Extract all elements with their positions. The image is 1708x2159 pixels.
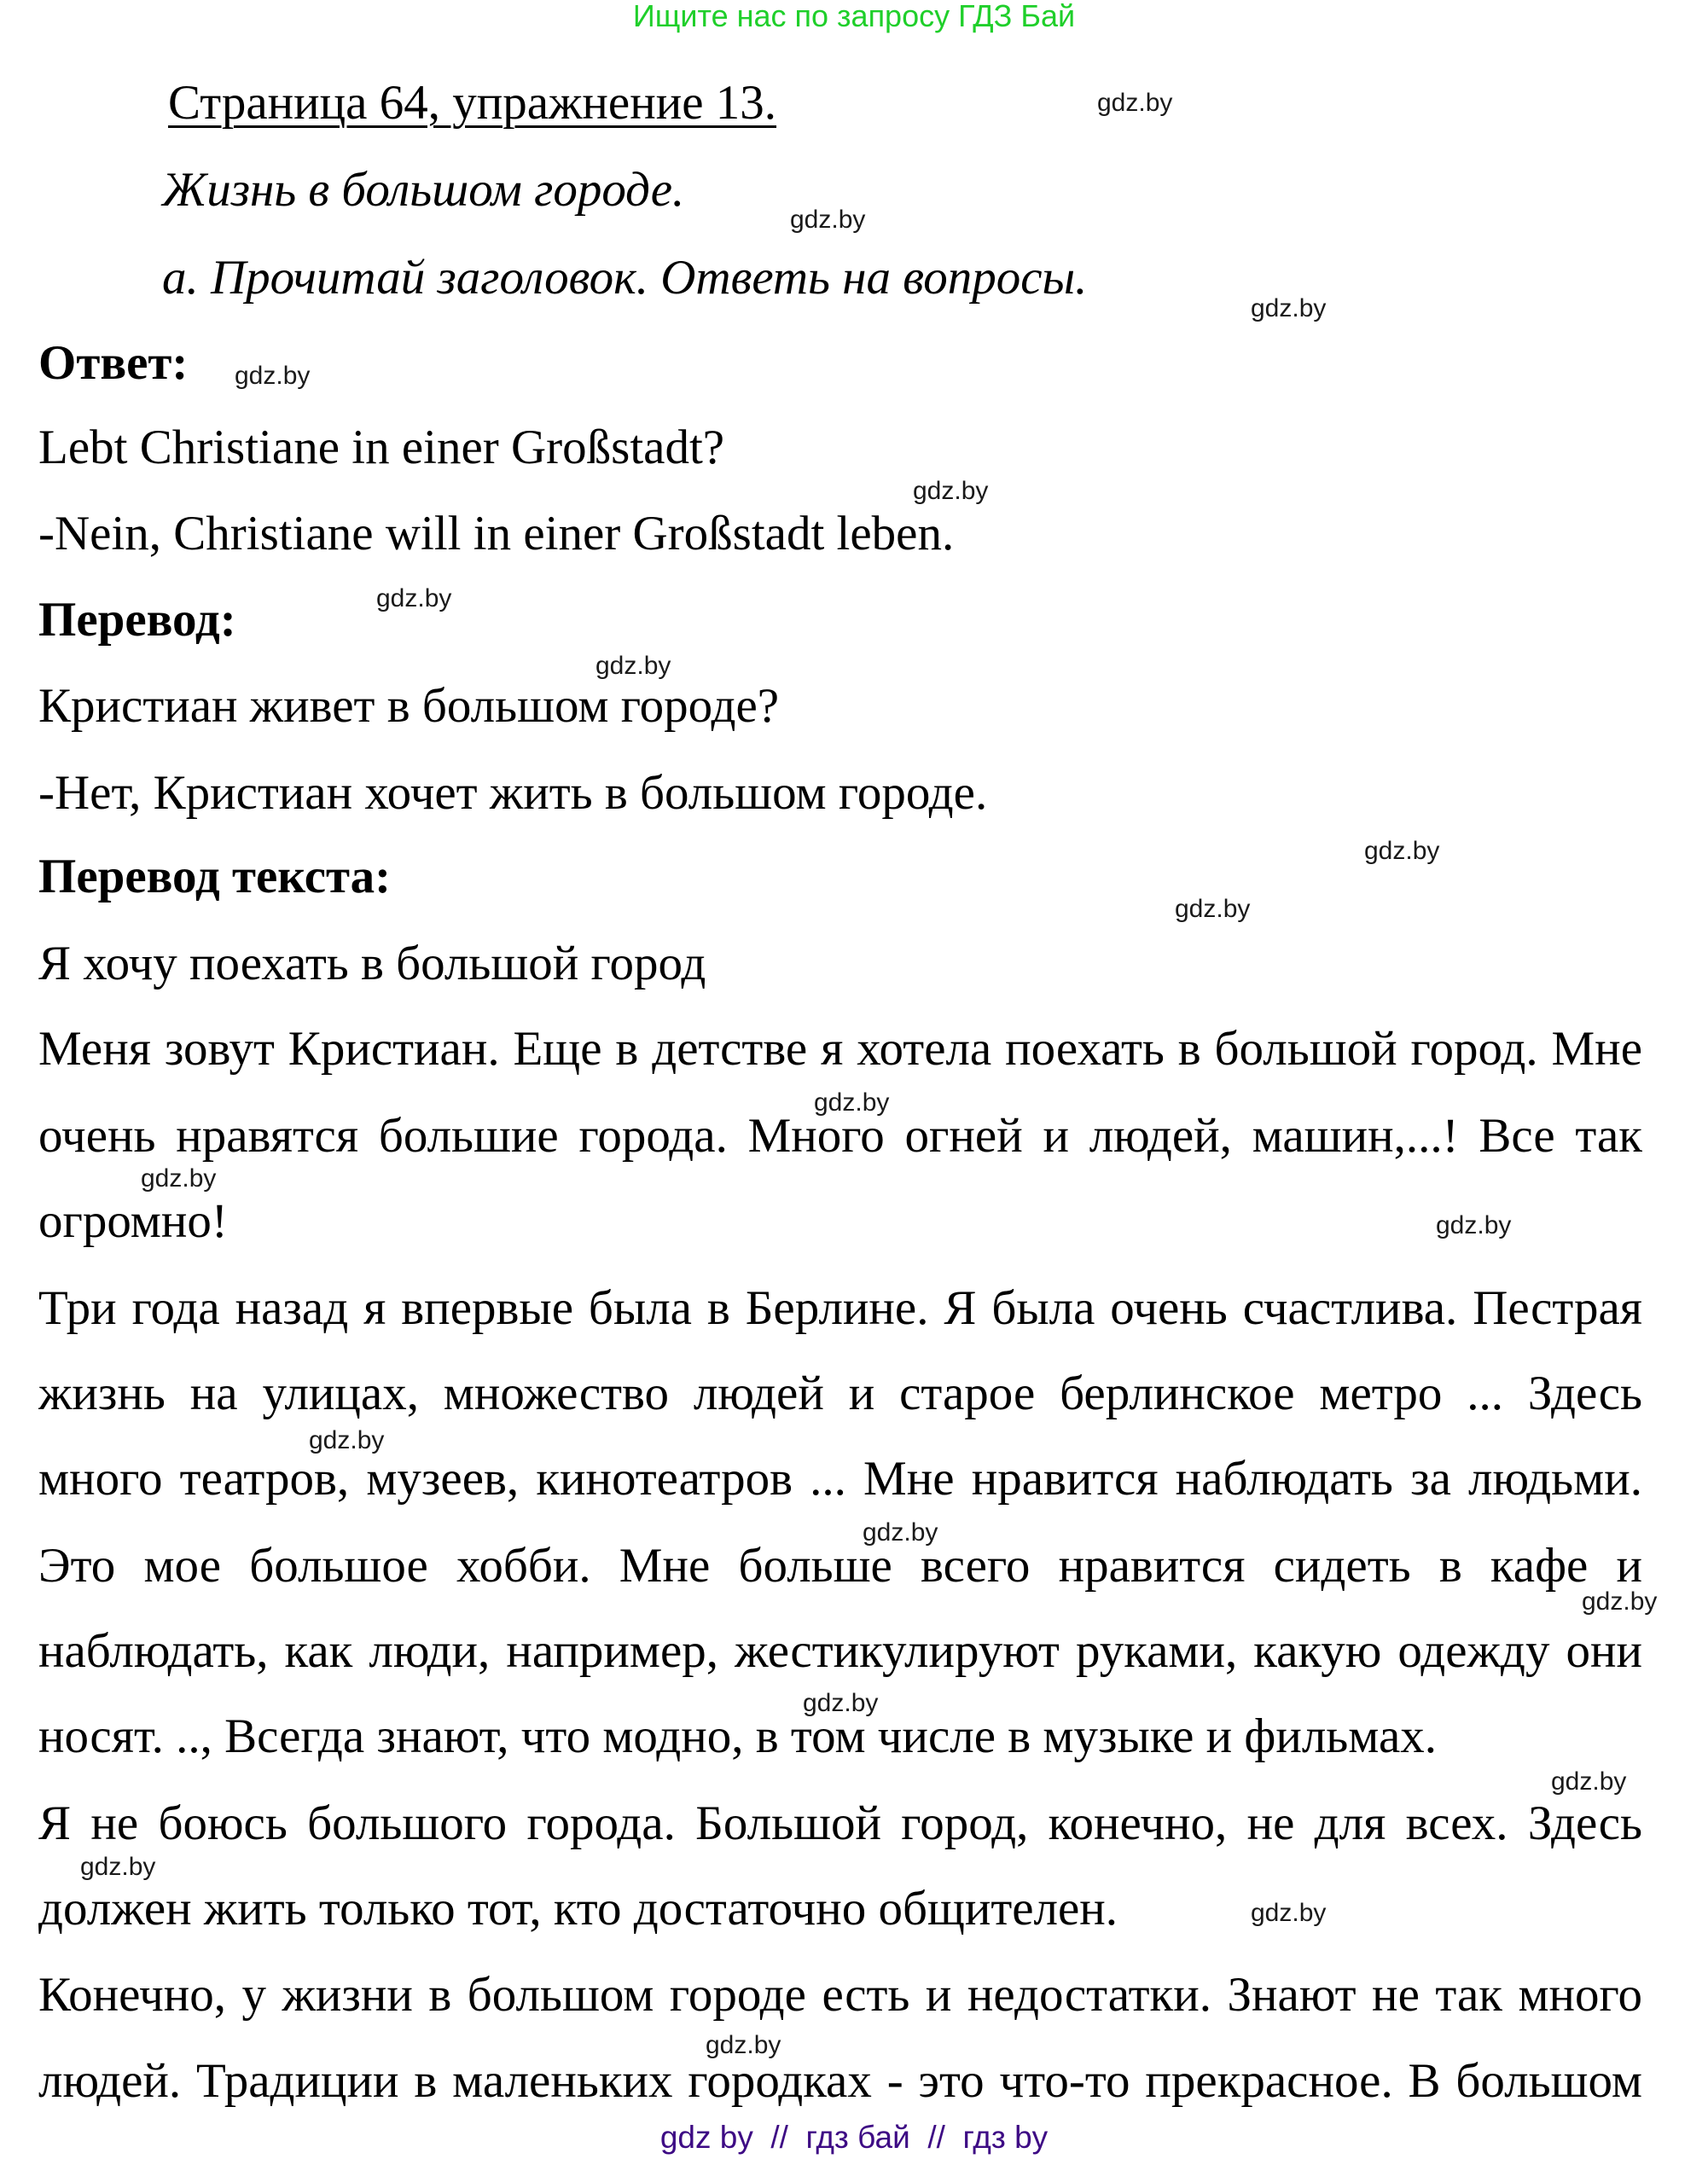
watermark: gdz.by <box>706 2031 781 2059</box>
text-line: много театров, музеев, кинотеатров ... Мне нравится наблюдать за людьми. <box>38 1452 1642 1506</box>
watermark: gdz.by <box>235 362 311 390</box>
watermark: gdz.by <box>1251 1899 1327 1927</box>
watermark: gdz.by <box>1251 294 1327 322</box>
exercise-subtitle: Жизнь в большом городе. <box>162 163 685 217</box>
watermark: gdz.by <box>790 206 866 234</box>
text-line: Меня зовут Кристиан. Еще в детстве я хотела поехать в большой город. Мне <box>38 1022 1642 1076</box>
text-line: должен жить только тот, кто достаточно общителен. <box>38 1882 1118 1936</box>
watermark: gdz.by <box>814 1088 890 1117</box>
text-line: людей. Традиции в маленьких городках - это что-то прекрасное. В большом <box>38 2054 1642 2108</box>
text-line: Я не боюсь большого города. Большой город, конечно, не для всех. Здесь <box>38 1796 1642 1850</box>
answer-question: Lebt Christiane in einer Großstadt? <box>38 421 725 474</box>
page-title: Страница 64, упражнение 13. <box>168 76 777 130</box>
answer-reply: -Nein, Christiane will in einer Großstadt leben. <box>38 507 955 560</box>
text-line: Это мое большое хобби. Мне больше всего нравится сидеть в кафе и <box>38 1539 1642 1593</box>
translation-heading: Перевод: <box>38 593 236 647</box>
watermark: gdz.by <box>1364 837 1440 865</box>
text-line: очень нравятся большие города. Много огней и людей, машин,...! Все так <box>38 1109 1642 1163</box>
text-line: огромно! <box>38 1194 228 1248</box>
text-line: Я хочу поехать в большой город <box>38 937 706 990</box>
footer-links: gdz by // гдз бай // гдз by <box>659 2120 1049 2155</box>
watermark: gdz.by <box>913 477 989 505</box>
text-line: наблюдать, как люди, например, жестикулируют руками, какую одежду они <box>38 1624 1642 1678</box>
text-line: Три года назад я впервые была в Берлине. Я была очень счастлива. Пестрая <box>38 1281 1642 1335</box>
watermark: gdz.by <box>141 1164 217 1193</box>
watermark: gdz.by <box>1175 895 1251 923</box>
watermark: gdz.by <box>1582 1587 1658 1616</box>
watermark: gdz.by <box>863 1518 938 1547</box>
watermark: gdz.by <box>1551 1767 1627 1796</box>
search-hint-banner: Ищите нас по запросу ГДЗ Бай <box>632 0 1076 33</box>
watermark: gdz.by <box>80 1853 156 1881</box>
watermark: gdz.by <box>803 1689 879 1717</box>
task-instruction: а. Прочитай заголовок. Ответь на вопросы. <box>162 251 1088 305</box>
watermark: gdz.by <box>1097 89 1173 117</box>
translation-question: Кристиан живет в большом городе? <box>38 679 780 733</box>
watermark: gdz.by <box>376 584 452 612</box>
text-line: Конечно, у жизни в большом городе есть и недостатки. Знают не так много <box>38 1968 1642 2022</box>
watermark: gdz.by <box>309 1426 385 1454</box>
translation-reply: -Нет, Кристиан хочет жить в большом городе. <box>38 766 988 820</box>
answer-heading: Ответ: <box>38 336 189 390</box>
text-line: жизнь на улицах, множество людей и старое берлинское метро ... Здесь <box>38 1367 1642 1420</box>
text-translation-heading: Перевод текста: <box>38 850 392 903</box>
text-line: носят. .., Всегда знают, что модно, в том числе в музыке и фильмах. <box>38 1709 1438 1763</box>
watermark: gdz.by <box>1436 1211 1512 1239</box>
watermark: gdz.by <box>595 652 671 680</box>
